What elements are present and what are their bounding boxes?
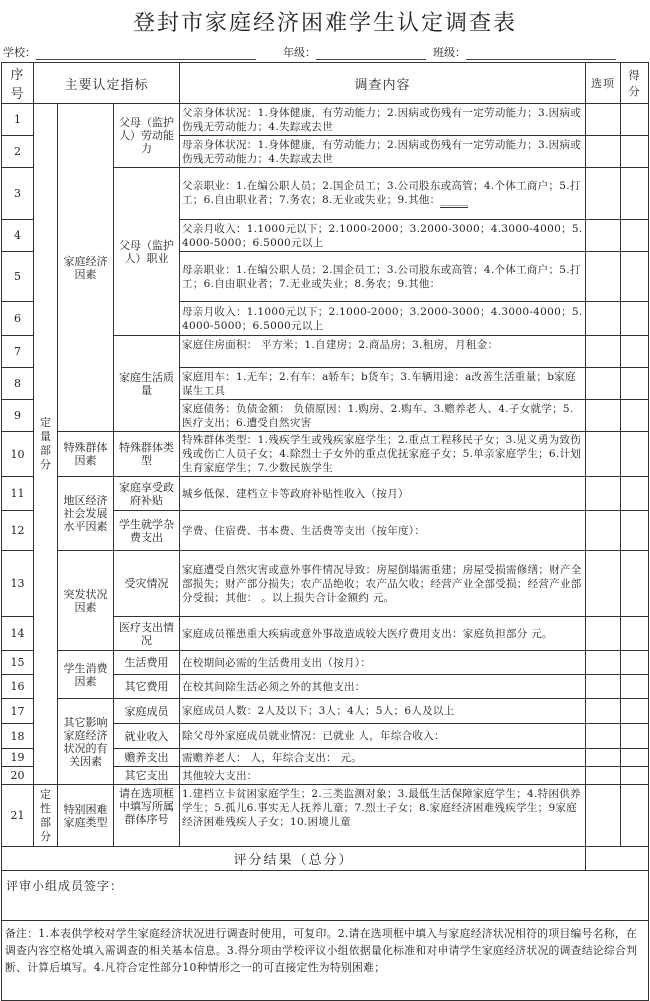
score-box[interactable]: [621, 749, 649, 767]
table-row: 15 学生消费因素 生活费用 在校期间必需的生活费用支出（按月）：: [2, 651, 649, 675]
table-header-row: [2, 63, 649, 104]
sudden-factor: 突发状况因素: [58, 551, 114, 651]
score-box[interactable]: [621, 511, 649, 551]
grade-field[interactable]: [283, 44, 426, 60]
elder-support: 赡养支出: [114, 749, 180, 767]
option-box[interactable]: [586, 749, 621, 767]
option-box[interactable]: [586, 368, 621, 400]
family-members: 家庭成员: [114, 699, 180, 724]
row-13-content: 家庭遭受自然灾害或意外事件情况导致：房屋倒塌需重建；房屋受损需修缮；财产全部损失；财产部分损失；农产品绝收；农产品欠收；经营产业全部受损；经营产业部分受损；其他： 。以上损失合计金额约 元。: [180, 551, 586, 617]
table-row: 8 家庭用车：1.无车；2.有车：a轿车；b货车；3.车辆用途：a改善生活重量；b家庭谋生工具: [2, 368, 649, 400]
row-12-content: 学费、住宿费、书本费、生活费等支出（按年度）：: [180, 511, 586, 551]
row-19-content: 需赡养老人： 人，年综合支出： 元。: [180, 749, 586, 767]
class-label: 班级：: [433, 46, 466, 59]
score-result-label: 评分结果（总分）: [2, 847, 586, 871]
consumption-factor: 学生消费因素: [58, 651, 114, 699]
other-expense: 其它支出: [114, 767, 180, 785]
survey-table: [1, 62, 649, 1001]
score-box[interactable]: [621, 136, 649, 168]
option-box[interactable]: [586, 617, 621, 651]
row-3-content: 父亲职业：1.在编公职人员；2.国企员工；3.公司股东或高管；4.个体工商户；5.打工；6.自由职业者；7.务农；8.无业或失业；9.其他：: [182, 180, 581, 206]
header-num: 序号: [2, 63, 34, 104]
table-row: 10 特殊群体因素 特殊群体类型 特殊群体类型：1.残疾学生或残疾家庭学生；2.重点工程移民子女；3.见义勇为致伤残或伤亡人员子女；4.除烈士子女外的重点优抚家庭子女；5.单亲家庭学生；6.计划生育家庭学生；7.少数民族学生: [2, 432, 649, 477]
row-4-content: 父亲月收入：1.1000元以下；2.1000-2000；3.2000-3000；4.3000-4000；5.4000-5000；6.5000元以上: [180, 220, 586, 252]
table-row: 21 定性部分 特别困难家庭类型 请在选项框中填写所属群体序号 1.建档立卡贫困家庭学生；2.三类监测对象；3.最低生活保障家庭学生；4.特困供养学生；5.孤儿6.事实无人抚养儿童；7.烈士子女；8.家庭经济困难残疾学生；9家庭经济困难残疾人子女；10.困境儿童: [2, 785, 649, 847]
row-7-content: 家庭住房面积： 平方米；1.自建房；2.商品房；3.租房，月租金：: [182, 338, 499, 351]
option-box[interactable]: [586, 767, 621, 785]
option-box[interactable]: [586, 511, 621, 551]
score-box[interactable]: [621, 724, 649, 749]
table-row: 4 父亲月收入：1.1000元以下；2.1000-2000；3.2000-3000；4.3000-4000；5.4000-5000；6.5000元以上: [2, 220, 649, 252]
qual-section: 定性部分: [34, 785, 58, 847]
parent-occupation: 父母（监护人）职业: [114, 168, 180, 336]
total-score-box[interactable]: [586, 847, 649, 871]
table-row: 19 赡养支出 需赡养老人： 人，年综合支出： 元。: [2, 749, 649, 767]
option-box[interactable]: [586, 477, 621, 511]
row-9-content: 家庭债务：负债金额： 负债原因：1.购房、2.购车、3.赡养老人、4.子女就学；5.医疗支出；6.遭受自然灾害: [182, 402, 574, 429]
score-box[interactable]: [621, 368, 649, 400]
row-2-content: 母亲身体状况：1.身体健康，有劳动能力；2.因病或伤残有一定劳动能力；3.因病或伤残无劳动能力；4.失踪或去世: [182, 138, 582, 165]
table-row: 7 家庭生活质量 家庭住房面积： 平方米；1.自建房；2.商品房；3.租房，月租金：: [2, 336, 649, 368]
school-field[interactable]: [3, 44, 256, 60]
score-box[interactable]: [621, 675, 649, 699]
other-blank[interactable]: _____: [440, 194, 469, 206]
table-row: 11 地区经济社会发展水平因素 家庭享受政府补贴 城乡低保、建档立卡等政府补贴性收入（按月）: [2, 477, 649, 511]
option-box[interactable]: [586, 551, 621, 617]
table-row: 1 定量部分 家庭经济因素 父母（监护人）劳动能力 父亲身体状况：1.身体健康，有劳动能力；2.因病或伤残有一定劳动能力；3.因病或伤残无劳动能力；4.失踪或去世: [2, 104, 649, 136]
reviewer-signature[interactable]: 评审小组成员签字：: [2, 871, 649, 921]
regional-factor: 地区经济社会发展水平因素: [58, 477, 114, 551]
row-18-content: 除父母外家庭成员就业情况：已就业 人，年综合收入：: [180, 724, 586, 749]
notes-row: [2, 921, 649, 1001]
row-10-content: 特殊群体类型：1.残疾学生或残疾家庭学生；2.重点工程移民子女；3.见义勇为致伤残或伤亡人员子女；4.除烈士子女外的重点优抚家庭子女；5.单亲家庭学生；6.计划生育家庭学生；7.少数民族学生: [182, 434, 582, 474]
table-row: 20 其它支出 其他较大支出：: [2, 767, 649, 785]
option-box[interactable]: [586, 336, 621, 368]
school-label: 学校：: [3, 46, 36, 59]
table-row: 14 医疗支出情况 家庭成员罹患重大疾病或意外事故造成较大医疗费用支出：家庭负担部分 元。: [2, 617, 649, 651]
option-box[interactable]: [586, 168, 621, 220]
option-box[interactable]: [586, 136, 621, 168]
special-group-factor: 特殊群体因素: [58, 432, 114, 477]
table-row: 17 其它影响家庭经济状况的有关因素 家庭成员 家庭成员人数：2人及以下；3人；4人；5人；6人及以上: [2, 699, 649, 724]
job-income: 就业收入: [114, 724, 180, 749]
row-8-content: 家庭用车：1.无车；2.有车：a轿车；b货车；3.车辆用途：a改善生活重量；b家庭谋生工具: [182, 370, 576, 397]
table-row: 6 母亲月收入：1.1000元以下；2.1000-2000；3.2000-3000；4.3000-4000；5.4000-5000；6.5000元以上: [2, 302, 649, 336]
header-option: 选项: [586, 63, 621, 104]
score-box[interactable]: [621, 651, 649, 675]
row-17-content: 家庭成员人数：2人及以下；3人；4人；5人；6人及以上: [180, 699, 586, 724]
sign-row: [2, 871, 649, 921]
option-box[interactable]: [586, 651, 621, 675]
grade-label: 年级：: [283, 46, 316, 59]
row-5-content: 母亲职业：1.在编公职人员；2.国企员工；3.公司股东或高管；4.个体工商户；5.打工；6.自由职业者；7.无业或失业；8.务农；9.其他：: [180, 252, 586, 302]
edu-cost: 学生就学杂费支出: [114, 511, 180, 551]
option-box[interactable]: [586, 699, 621, 724]
living-cost: 生活费用: [114, 651, 180, 675]
option-box[interactable]: [586, 724, 621, 749]
parent-labor-ability: 父母（监护人）劳动能力: [114, 104, 180, 168]
disaster-status: 受灾情况: [114, 551, 180, 617]
form-title: 登封市家庭经济困难学生认定调查表: [132, 11, 517, 36]
row-21-content: 1.建档立卡贫困家庭学生；2.三类监测对象；3.最低生活保障家庭学生；4.特困供养学生；5.孤儿6.事实无人抚养儿童；7.烈士子女；8.家庭经济困难残疾学生；9家庭经济困难残疾人子女；10.困境儿童: [182, 787, 581, 828]
option-box[interactable]: [586, 675, 621, 699]
special-group-type: 特殊群体类型: [114, 432, 180, 477]
table-row: 2 母亲身体状况：1.身体健康，有劳动能力；2.因病或伤残有一定劳动能力；3.因病或伤残无劳动能力；4.失踪或去世: [2, 136, 649, 168]
table-row: 5 母亲职业：1.在编公职人员；2.国企员工；3.公司股东或高管；4.个体工商户；5.打工；6.自由职业者；7.无业或失业；8.务农；9.其他：: [2, 252, 649, 302]
table-row: 3 父母（监护人）职业 父亲职业：1.在编公职人员；2.国企员工；3.公司股东或高管；4.个体工商户；5.打工；6.自由职业者；7.务农；8.无业或失业；9.其他：_____: [2, 168, 649, 220]
table-row: 13 突发状况因素 受灾情况 家庭遭受自然灾害或意外事件情况导致：房屋倒塌需重建；房屋受损需修缮；财产全部损失；财产部分损失；农产品绝收；农产品欠收；经营产业全部受损；经营产业部分受损；其他： 。以上损失合计金额约 元。: [2, 551, 649, 617]
option-box[interactable]: [586, 220, 621, 252]
special-difficulty-type: 特别困难家庭类型: [58, 785, 114, 847]
table-row: 16 其它费用 在校其间除生活必须之外的其他支出：: [2, 675, 649, 699]
score-box[interactable]: [621, 400, 649, 432]
score-box[interactable]: [621, 477, 649, 511]
quant-section: 定量部分: [34, 104, 58, 785]
result-row: [2, 847, 649, 871]
table-row: 18 就业收入 除父母外家庭成员就业情况：已就业 人，年综合收入：: [2, 724, 649, 749]
option-box[interactable]: [586, 302, 621, 336]
table-row: 12 学生就学杂费支出 学费、住宿费、书本费、生活费等支出（按年度）：: [2, 511, 649, 551]
row-11-content: 城乡低保、建档立卡等政府补贴性收入（按月）: [180, 477, 586, 511]
row-16-content: 在校其间除生活必须之外的其他支出：: [180, 675, 586, 699]
score-box[interactable]: [621, 168, 649, 220]
row-6-content: 母亲月收入：1.1000元以下；2.1000-2000；3.2000-3000；4.3000-4000；5.4000-5000；6.5000元以上: [180, 302, 586, 336]
fill-instruction: 请在选项框中填写所属群体序号: [119, 786, 174, 826]
other-cost: 其它费用: [114, 675, 180, 699]
row-1-content: 父亲身体状况：1.身体健康，有劳动能力；2.因病或伤残有一定劳动能力；3.因病或伤残无劳动能力；4.失踪或去世: [182, 106, 582, 133]
header-score: 得分: [621, 63, 649, 104]
living-quality: 家庭生活质量: [114, 336, 180, 432]
score-box[interactable]: [621, 220, 649, 252]
option-box[interactable]: [586, 252, 621, 302]
score-box[interactable]: [621, 336, 649, 368]
header-content: 调查内容: [180, 63, 586, 104]
option-box[interactable]: [586, 400, 621, 432]
gov-subsidy: 家庭享受政府补贴: [114, 477, 180, 511]
remarks: 备注：1.本表供学校对学生家庭经济状况进行调查时使用，可复印。2.请在选项框中填入与家庭经济状况相符的项目编号名称，在调查内容空格处填入需调查的相关基本信息。3.得分项由学校评议小组依据量化标准和对申请学生家庭经济状况的调查结论综合判断、计算后填写。4.凡符合定性部分10种情形之一的可直接定性为特别困难；: [2, 921, 649, 1001]
medical-status: 医疗支出情况: [114, 617, 180, 651]
row-20-content: 其他较大支出：: [180, 767, 586, 785]
score-box[interactable]: [621, 699, 649, 724]
score-box[interactable]: [621, 785, 649, 847]
score-box[interactable]: [621, 302, 649, 336]
option-box[interactable]: [586, 785, 621, 847]
score-box[interactable]: [621, 432, 649, 477]
row-14-content: 家庭成员罹患重大疾病或意外事故造成较大医疗费用支出：家庭负担部分 元。: [180, 617, 586, 651]
family-econ-factor: 家庭经济因素: [58, 104, 114, 432]
option-box[interactable]: [586, 104, 621, 136]
row-15-content: 在校期间必需的生活费用支出（按月）：: [180, 651, 586, 675]
score-box[interactable]: [621, 767, 649, 785]
table-row: 9 家庭债务：负债金额： 负债原因：1.购房、2.购车、3.赡养老人、4.子女就学；5.医疗支出；6.遭受自然灾害: [2, 400, 649, 432]
score-box[interactable]: [621, 617, 649, 651]
score-box[interactable]: [621, 551, 649, 617]
score-box[interactable]: [621, 104, 649, 136]
class-field[interactable]: [433, 44, 616, 60]
other-factors: 其它影响家庭经济状况的有关因素: [58, 699, 114, 785]
option-box[interactable]: [586, 432, 621, 477]
header-indicator: 主要认定指标: [34, 63, 180, 104]
score-box[interactable]: [621, 252, 649, 302]
